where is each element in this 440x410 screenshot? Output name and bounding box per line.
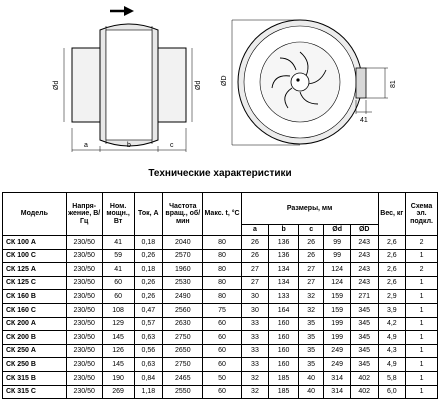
table-cell: 2,6 [378,236,406,250]
table-cell: 27 [298,263,323,277]
table-cell: 124 [324,276,351,290]
table-cell: 2750 [163,331,203,345]
table-cell: 1 [406,303,438,317]
table-row [3,371,438,385]
table-cell: 129 [102,317,134,331]
table-cell: 75 [203,303,241,317]
table-cell: 133 [269,290,299,304]
table-cell: 33 [241,317,269,331]
table-cell: 0,18 [134,263,163,277]
model-cell: СК 125 С [3,276,67,290]
table-cell: 2040 [163,236,203,250]
table-cell: 199 [324,317,351,331]
table-cell: 402 [350,385,378,399]
table-cell: 230/50 [66,317,102,331]
table-cell: 0,84 [134,371,163,385]
table-cell: 185 [269,371,299,385]
table-cell: 27 [298,276,323,290]
model-cell: СК 200 В [3,331,67,345]
table-cell: 32 [298,303,323,317]
table-cell: 27 [241,263,269,277]
table-cell: 230/50 [66,249,102,263]
fan-technical-drawing [0,0,440,160]
table-cell: 160 [269,331,299,345]
header-max-temp: Макс. t, °С [203,193,241,236]
model-cell: СК 250 А [3,344,67,358]
model-cell: СК 100 А [3,236,67,250]
table-row [3,236,438,250]
table-cell: 99 [324,249,351,263]
table-cell: 26 [241,236,269,250]
table-cell: 243 [350,249,378,263]
table-cell: 345 [350,358,378,372]
table-cell: 50 [203,371,241,385]
table-cell: 60 [203,385,241,399]
table-cell: 230/50 [66,385,102,399]
table-cell: 190 [102,371,134,385]
table-cell: 4,9 [378,358,406,372]
table-cell: 60 [203,358,241,372]
page-title: Технические характеристики [148,168,292,179]
table-cell: 230/50 [66,263,102,277]
table-cell: 134 [269,276,299,290]
table-cell: 1960 [163,263,203,277]
table-cell: 1 [406,385,438,399]
table-cell: 230/50 [66,303,102,317]
table-cell: 6,0 [378,385,406,399]
table-cell: 0,26 [134,276,163,290]
header-power: Ном. мощн., Вт [102,193,134,236]
table-cell: 60 [203,317,241,331]
table-cell: 2630 [163,317,203,331]
table-cell: 199 [324,331,351,345]
front-view [232,20,388,145]
table-cell: 0,63 [134,331,163,345]
table-cell: 4,2 [378,317,406,331]
header-model: Модель [3,193,67,236]
header-sizes: Размеры, мм [241,193,378,225]
table-cell: 243 [350,276,378,290]
table-cell: 126 [102,344,134,358]
specs-table-body [3,236,438,399]
header-size-c: c [298,225,323,236]
dim-a-label: a [84,142,88,149]
table-cell: 2560 [163,303,203,317]
table-cell: 230/50 [66,344,102,358]
table-cell: 60 [203,331,241,345]
table-cell: 40 [298,371,323,385]
table-cell: 0,57 [134,317,163,331]
side-view [64,6,192,152]
table-cell: 164 [269,303,299,317]
table-cell: 0,26 [134,290,163,304]
table-cell: 1 [406,249,438,263]
table-cell: 80 [203,236,241,250]
dim-81-label: 81 [390,80,397,88]
table-cell: 160 [269,344,299,358]
dim-b-label: b [127,142,131,149]
table-cell: 1 [406,317,438,331]
table-cell: 160 [269,317,299,331]
table-cell: 230/50 [66,290,102,304]
table-cell: 1 [406,290,438,304]
table-cell: 345 [350,303,378,317]
table-cell: 1,18 [134,385,163,399]
table-cell: 2750 [163,358,203,372]
table-cell: 80 [203,276,241,290]
table-cell: 1 [406,344,438,358]
model-cell: СК 160 С [3,303,67,317]
table-row [3,344,438,358]
table-cell: 2,6 [378,249,406,263]
table-row [3,290,438,304]
table-cell: 2650 [163,344,203,358]
table-cell: 32 [298,290,323,304]
table-cell: 136 [269,249,299,263]
model-cell: СК 100 С [3,249,67,263]
table-cell: 26 [298,236,323,250]
table-cell: 80 [203,263,241,277]
table-cell: 314 [324,385,351,399]
table-cell: 32 [241,371,269,385]
table-cell: 230/50 [66,331,102,345]
header-size-a: a [241,225,269,236]
table-cell: 99 [324,236,351,250]
table-cell: 30 [241,290,269,304]
table-cell: 2490 [163,290,203,304]
table-cell: 159 [324,290,351,304]
table-cell: 0,56 [134,344,163,358]
table-cell: 4,9 [378,331,406,345]
table-cell: 2530 [163,276,203,290]
table-cell: 33 [241,331,269,345]
table-cell: 30 [241,303,269,317]
table-row [3,263,438,277]
d-right-label: Ød [195,80,202,90]
table-cell: 1 [406,371,438,385]
table-row [3,385,438,399]
table-cell: 2550 [163,385,203,399]
table-cell: 230/50 [66,358,102,372]
table-cell: 80 [203,290,241,304]
model-cell: СК 315 С [3,385,67,399]
table-cell: 60 [102,276,134,290]
table-row [3,317,438,331]
model-cell: СК 315 В [3,371,67,385]
dim-c-label: c [170,142,174,149]
table-cell: 35 [298,331,323,345]
d-left-label: Ød [53,80,60,90]
table-cell: 402 [350,371,378,385]
table-cell: 136 [269,236,299,250]
table-cell: 35 [298,358,323,372]
D-label: ØD [221,75,228,86]
table-cell: 33 [241,344,269,358]
model-cell: СК 250 В [3,358,67,372]
table-cell: 32 [241,385,269,399]
table-cell: 41 [102,236,134,250]
table-cell: 35 [298,317,323,331]
table-cell: 40 [298,385,323,399]
specs-table [2,192,438,399]
table-cell: 249 [324,358,351,372]
model-cell: СК 200 А [3,317,67,331]
table-cell: 345 [350,344,378,358]
table-cell: 134 [269,263,299,277]
table-cell: 4,3 [378,344,406,358]
table-cell: 0,18 [134,236,163,250]
table-cell: 3,9 [378,303,406,317]
table-row [3,249,438,263]
table-cell: 271 [350,290,378,304]
table-cell: 185 [269,385,299,399]
header-speed: Частота вращ., об/мин [163,193,203,236]
table-cell: 314 [324,371,351,385]
table-cell: 35 [298,344,323,358]
table-cell: 1 [406,331,438,345]
table-cell: 230/50 [66,371,102,385]
table-cell: 230/50 [66,276,102,290]
header-size-d: Ød [324,225,351,236]
header-size-D: ØD [350,225,378,236]
table-cell: 2,6 [378,276,406,290]
table-cell: 0,63 [134,358,163,372]
table-row [3,303,438,317]
table-cell: 1 [406,358,438,372]
table-cell: 80 [203,249,241,263]
table-cell: 0,26 [134,249,163,263]
table-cell: 59 [102,249,134,263]
table-cell: 60 [102,290,134,304]
table-cell: 230/50 [66,236,102,250]
table-cell: 243 [350,263,378,277]
table-cell: 159 [324,303,351,317]
table-cell: 160 [269,358,299,372]
table-cell: 60 [203,344,241,358]
header-weight: Вес, кг [378,193,406,236]
table-cell: 27 [241,276,269,290]
dim-41-label: 41 [360,117,368,124]
header-current: Ток, А [134,193,163,236]
table-row [3,331,438,345]
header-voltage: Напря-жение, В/Гц [66,193,102,236]
table-row [3,358,438,372]
table-cell: 145 [102,331,134,345]
table-cell: 124 [324,263,351,277]
table-cell: 108 [102,303,134,317]
table-cell: 26 [241,249,269,263]
header-scheme: Схема эл. подкл. [406,193,438,236]
table-cell: 269 [102,385,134,399]
table-row [3,276,438,290]
model-cell: СК 160 В [3,290,67,304]
table-cell: 345 [350,317,378,331]
table-cell: 145 [102,358,134,372]
table-cell: 41 [102,263,134,277]
header-size-b: b [269,225,299,236]
table-cell: 26 [298,249,323,263]
table-cell: 2 [406,236,438,250]
table-cell: 2570 [163,249,203,263]
table-cell: 2 [406,263,438,277]
table-cell: 0,47 [134,303,163,317]
table-cell: 243 [350,236,378,250]
table-cell: 33 [241,358,269,372]
airflow-arrow-icon [110,6,134,16]
model-cell: СК 125 А [3,263,67,277]
table-cell: 2465 [163,371,203,385]
table-cell: 5,8 [378,371,406,385]
table-cell: 2,9 [378,290,406,304]
table-cell: 345 [350,331,378,345]
table-cell: 249 [324,344,351,358]
table-cell: 1 [406,276,438,290]
table-cell: 2,6 [378,263,406,277]
